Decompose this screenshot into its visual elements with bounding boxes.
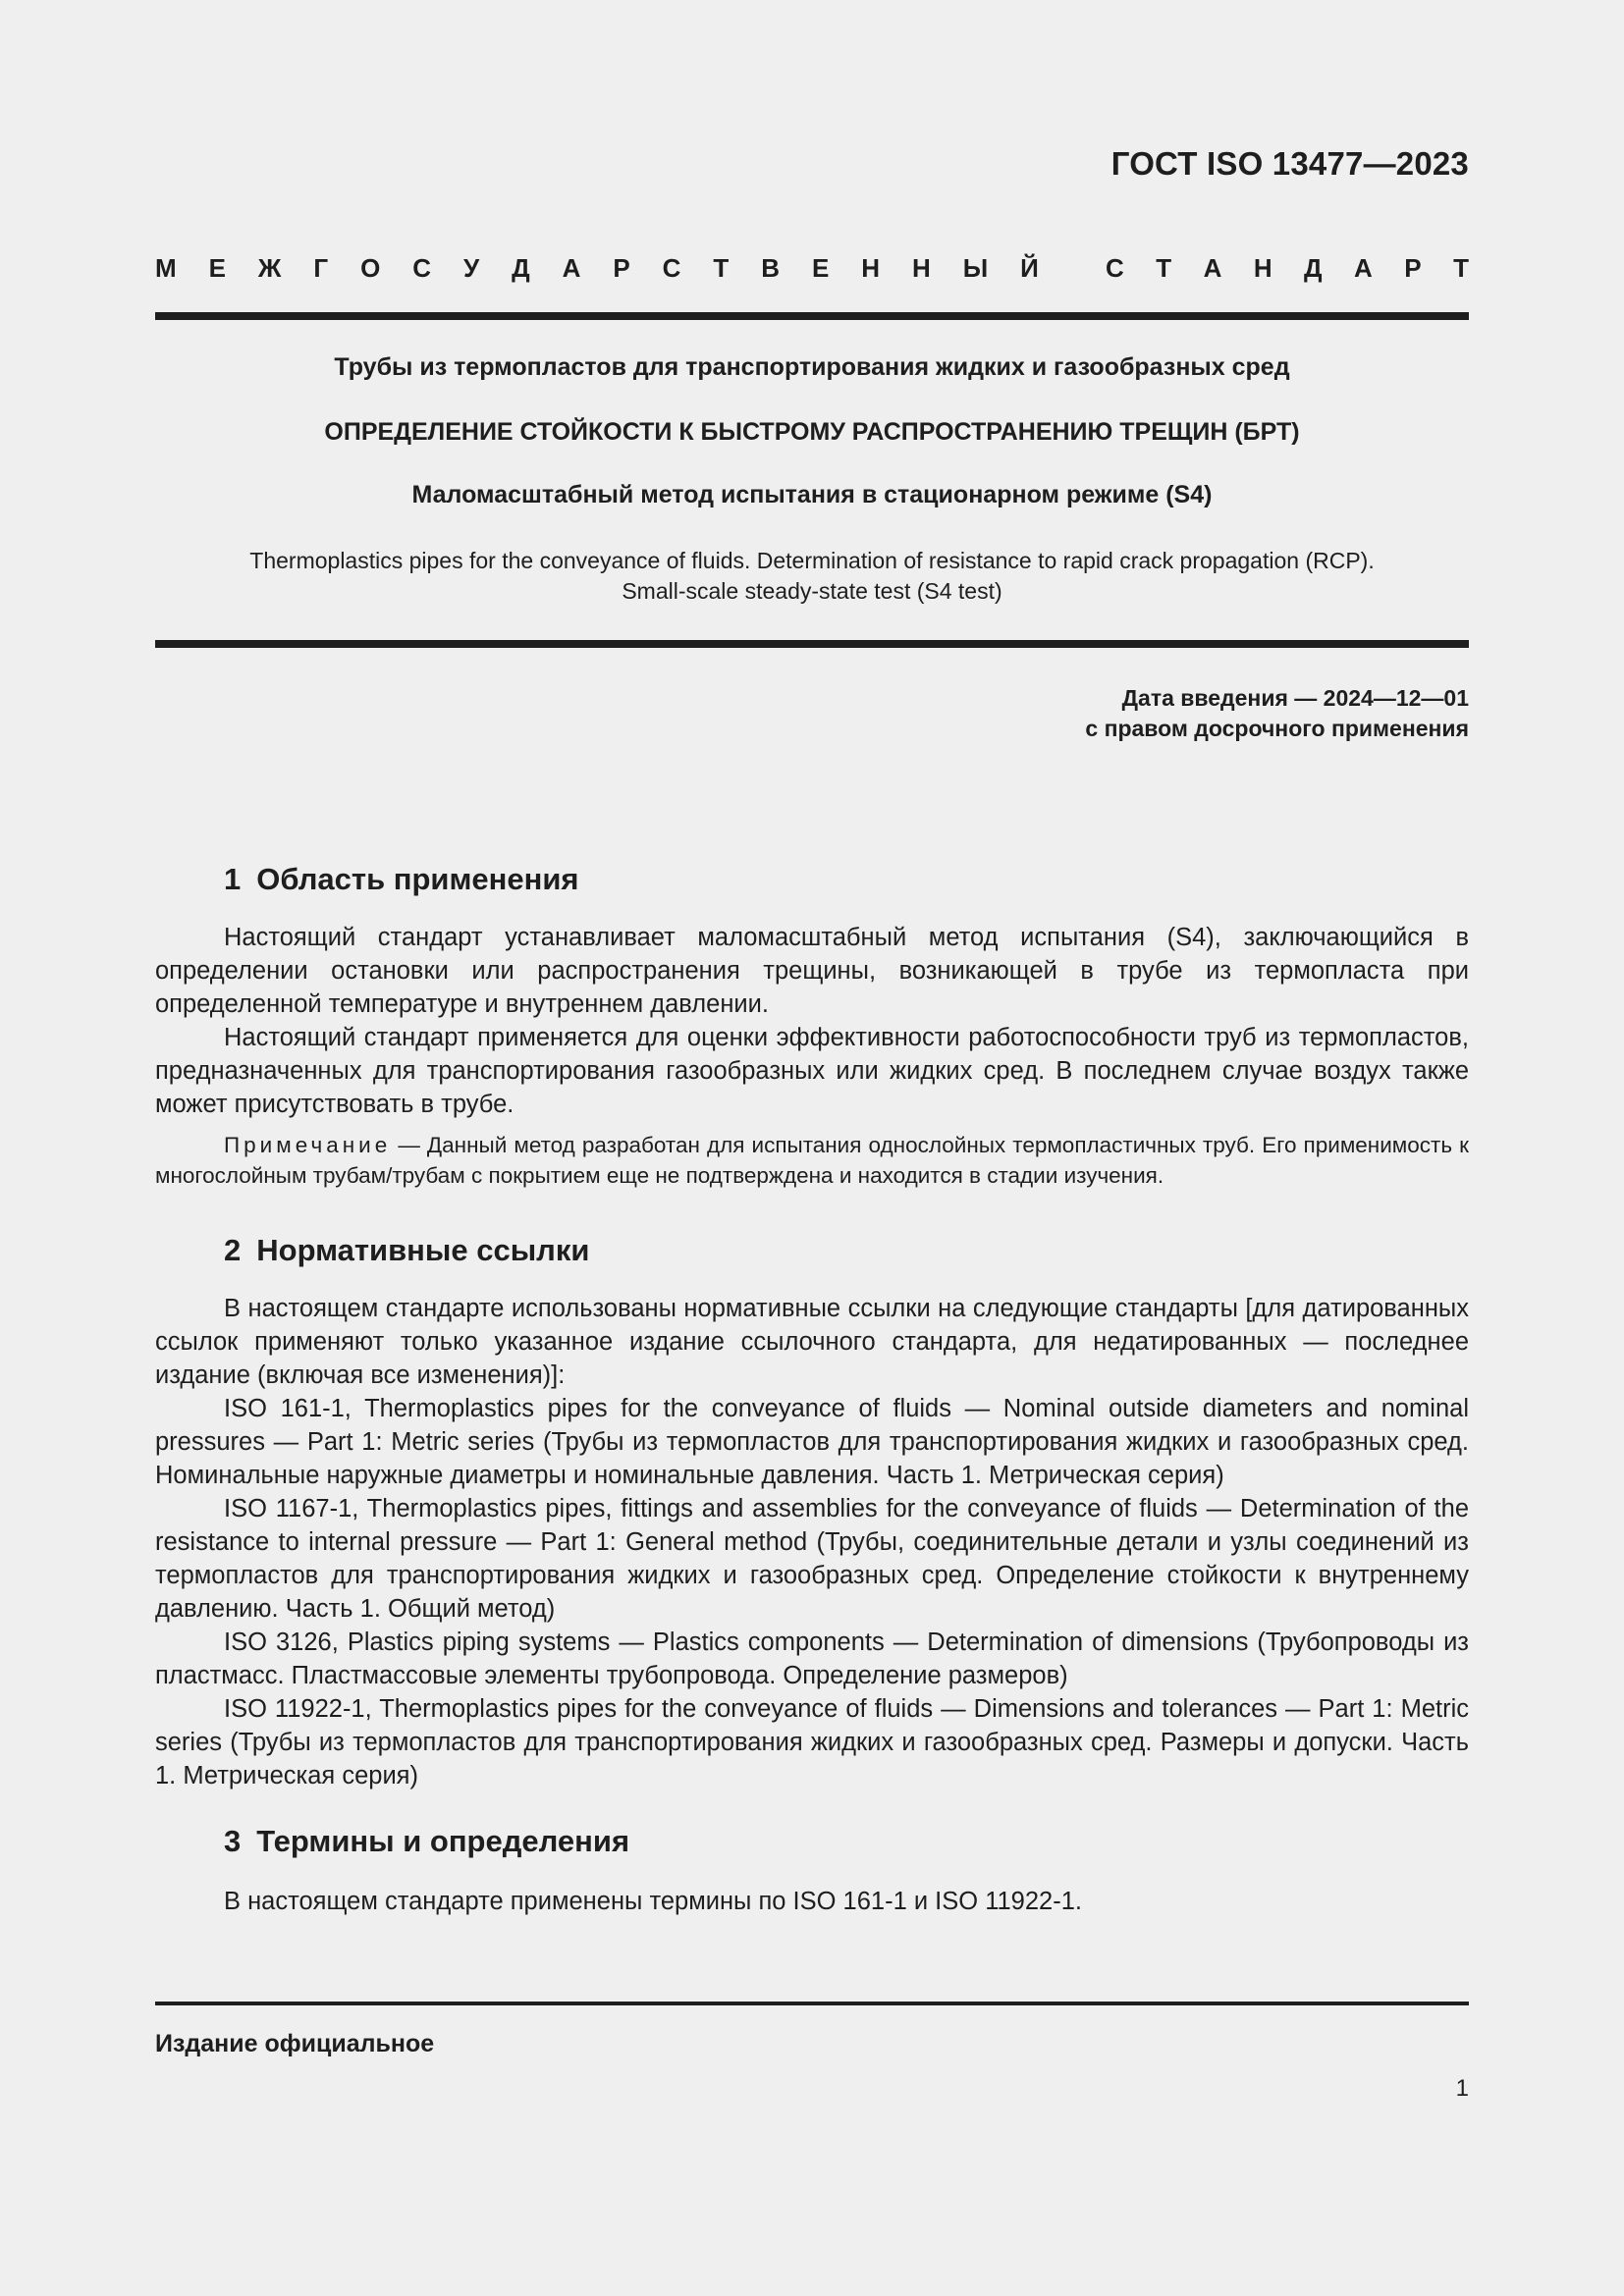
heading-letter: А (1203, 253, 1222, 283)
document-number: ГОСТ ISO 13477—2023 (1110, 145, 1469, 182)
heading-letter: М (155, 253, 177, 283)
heading-letter: Т (713, 253, 730, 283)
reference-iso-1167-1: ISO 1167-1, Thermoplastics pipes, fittings and assemblies for the conveyance of fluids — Determination of the resistance to internal pressure — Part 1: General method (Трубы, соединительные детали и узлы соединений из термопластов для транспортирования жидких и газообразных сред. Определение стойкости к внутреннему давлению. Часть 1. Общий метод) (155, 1495, 1469, 1623)
heading-letter: У (463, 253, 480, 283)
section-2-paragraph-1: В настоящем стандарте использованы нормативные ссылки на следующие стандарты [для датированных ссылок применяют только указанное издание ссылочного стандарта, для недатированных — последнее издание (включая все изменения)]: (155, 1295, 1469, 1389)
section-1-note (155, 1130, 1469, 1191)
heading-letter: Ы (962, 253, 989, 283)
section-1-title: Область применения (256, 862, 579, 896)
page-number: 1 (1455, 2075, 1469, 2102)
heading-letter: С (1106, 253, 1124, 283)
section-1-body (155, 921, 1469, 1121)
section-1-number: 1 (224, 862, 242, 896)
heading-letter: Е (208, 253, 226, 283)
official-edition-label: Издание официальное (155, 2030, 435, 2057)
section-3-number: 3 (224, 1824, 242, 1858)
section-2-number: 2 (224, 1233, 242, 1267)
heading-letter: С (662, 253, 681, 283)
heading-letter: Д (512, 253, 530, 283)
heading-letter: А (562, 253, 581, 283)
section-3-paragraph-1: В настоящем стандарте применены термины по ISO 161-1 и ISO 11922-1. (224, 1888, 1082, 1915)
section-2-title: Нормативные ссылки (256, 1233, 590, 1267)
heading-letter: С (412, 253, 432, 283)
heading-letter: Н (912, 253, 931, 283)
introduction-date (1085, 683, 1469, 744)
note-label: Примечание (224, 1133, 392, 1157)
english-title (155, 546, 1469, 607)
reference-iso-3126: ISO 3126, Plastics piping systems — Plastics components — Determination of dimensions (Трубопроводы из пластмасс. Пластмассовые элементы трубопровода. Определение размеров) (155, 1629, 1469, 1689)
english-title-line1: Thermoplastics pipes for the conveyance of fluids. Determination of resistance to rapid crack propagation (RCP). (249, 548, 1375, 573)
heading-letter: Д (1304, 253, 1323, 283)
title-line-general: Трубы из термопластов для транспортирования жидких и газообразных сред (334, 353, 1290, 381)
reference-iso-11922-1: ISO 11922-1, Thermoplastics pipes for the conveyance of fluids — Dimensions and tolerances — Part 1: Metric series (Трубы из термопластов для транспортирования жидких и газообразных сред. Размеры и допуски. Часть 1. Метрическая серия) (155, 1695, 1469, 1789)
heading-letter: А (1354, 253, 1373, 283)
section-1-paragraph-1: Настоящий стандарт устанавливает маломасштабный метод испытания (S4), заключающийся в определении остановки или распространения трещины, возникающей в трубе из термопласта при определенной температуре и внутреннем давлении. (155, 924, 1469, 1018)
section-1-heading (224, 862, 579, 897)
heading-letter: Н (861, 253, 881, 283)
standard-type-heading (155, 253, 1469, 284)
section-3-title: Термины и определения (256, 1824, 630, 1858)
heading-letter: Г (313, 253, 329, 283)
heading-letter: Р (1404, 253, 1422, 283)
section-1-paragraph-2: Настоящий стандарт применяется для оценки эффективности работоспособности труб из термопластов, предназначенных для транспортирования газообразных или жидких сред. В последнем случае воздух также может присутствовать в трубе. (155, 1024, 1469, 1118)
heading-letter: Е (811, 253, 830, 283)
standard-type-word-interstate (155, 253, 1039, 284)
heading-letter: Ж (257, 253, 282, 283)
early-application-line: с правом досрочного применения (1085, 716, 1469, 741)
heading-letter: Р (613, 253, 630, 283)
heading-letter: Н (1253, 253, 1272, 283)
heading-letter: Т (1156, 253, 1172, 283)
section-3-heading (224, 1824, 629, 1859)
title-line-main: ОПРЕДЕЛЕНИЕ СТОЙКОСТИ К БЫСТРОМУ РАСПРОСТРАНЕНИЮ ТРЕЩИН (БРТ) (324, 418, 1300, 446)
section-2-body (155, 1292, 1469, 1792)
reference-iso-161-1: ISO 161-1, Thermoplastics pipes for the conveyance of fluids — Nominal outside diameters and nominal pressures — Part 1: Metric series (Трубы из термопластов для транспортирования жидких и газообразных сред. Номинальные наружные диаметры и номинальные давления. Часть 1. Метрическая серия) (155, 1395, 1469, 1489)
heading-letter: В (761, 253, 781, 283)
english-title-line2: Small-scale steady-state test (S4 test) (622, 578, 1002, 604)
section-3-body (155, 1885, 1469, 1918)
title-bottom-rule (155, 640, 1469, 648)
introduction-date-line: Дата введения — 2024—12—01 (1121, 685, 1469, 711)
note-text: — Данный метод разработан для испытания однослойных термопластичных труб. Его применимость к многослойным трубам/трубам с покрытием еще не подтверждена и находится в стадии изучения. (155, 1133, 1469, 1188)
section-2-heading (224, 1233, 589, 1268)
heading-letter: Т (1453, 253, 1469, 283)
footer-rule (155, 2002, 1469, 2005)
title-line-method: Маломасштабный метод испытания в стационарном режиме (S4) (411, 481, 1213, 508)
standard-type-word-standard (1106, 253, 1469, 284)
heading-letter: Й (1020, 253, 1039, 283)
top-rule (155, 312, 1469, 320)
heading-letter: О (360, 253, 381, 283)
